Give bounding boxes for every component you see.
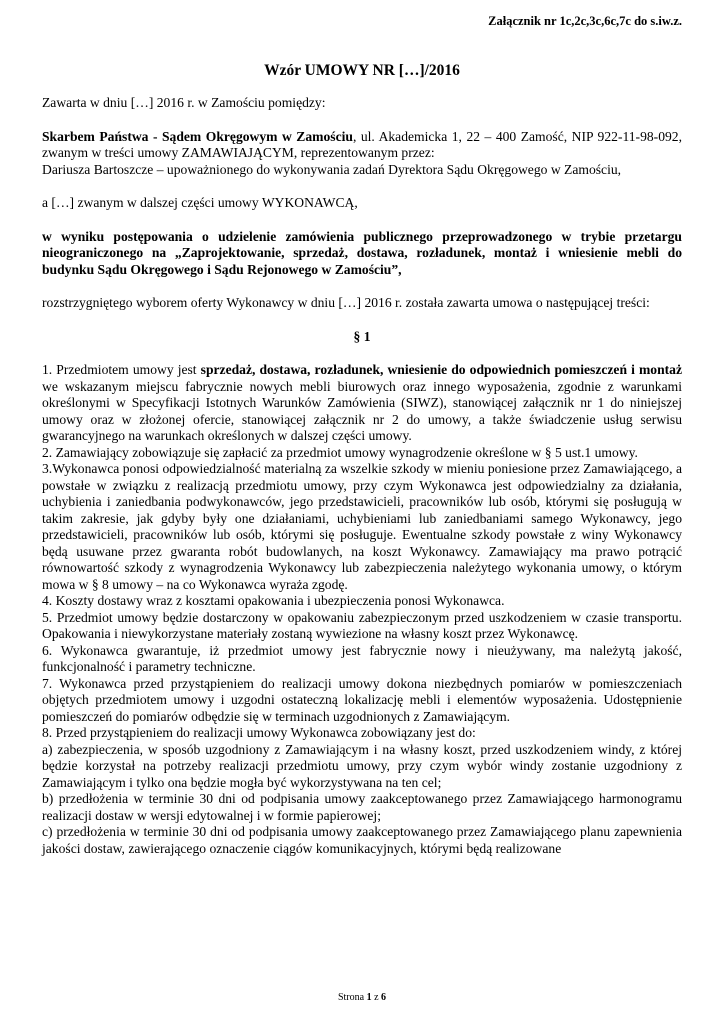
clause-5: 5. Przedmiot umowy będzie dostarczony w opakowaniu zabezpieczonym przed uszkodzeniem w czasie transportu. Opakowania i niewykorzystane materiały zostaną wywiezione na własny koszt przez Wykonawcę. <box>42 609 682 641</box>
clause-6: 6. Wykonawca gwarantuje, iż przedmiot umowy jest fabrycznie nowy i nieużywany, ma należytą jakość, funkcjonalność i parametry techniczne. <box>42 642 682 674</box>
clause-8a: a) zabezpieczenia, w sposób uzgodniony z Zamawiającym i na własny koszt, przed uszkodzeniem windy, z której będzie korzystał na potrzeby realizacji przedmiotu umowy, przy czym wybór windy zostanie uzgodniony z Zamawiającym i tylko ona będzie mogła być wykorzystywana na ten cel; <box>42 741 682 790</box>
clause-1-bold: sprzedaż, dostawa, rozładunek, wniesienie do odpowiednich pomieszczeń i montaż <box>200 362 682 377</box>
clause-8: 8. Przed przystąpieniem do realizacji umowy Wykonawca zobowiązany jest do: <box>42 725 476 740</box>
clause-1 <box>42 362 682 445</box>
clause-4: 4. Koszty dostawy wraz z kosztami opakowania i ubezpieczenia ponosi Wykonawca. <box>42 593 505 608</box>
party1-name: Skarbem Państwa - Sądem Okręgowym w Zamościu <box>42 128 353 144</box>
clause-3: 3.Wykonawca ponosi odpowiedzialność materialną za wszelkie szkody w mieniu poniesione przez Zamawiającego, a powstałe w związku z realizacją przedmiotu umowy, przy czym Wykonawca jest odpowiedzialny za działania, uchybienia i zaniedbania podwykonawców, jego przedstawicieli, pracowników lub osób, którymi się posługują w takim zakresie, jak gdyby były one działaniami, uchybieniami lub zaniedbaniami samego Wykonawcy, jego przedstawicieli, pracowników lub osób, którymi się posługuje. Ewentualne szkody powstałe z winy Wykonawcy będą usuwane przez gwaranta robót budowlanych, na koszt Wykonawcy. Zamawiający ma prawo potrącić równowartość szkody z wynagrodzenia Wykonawcy lub zabezpieczenia należytego wykonania umowy, o którym mowa w § 8 umowy – na co Wykonawca wyraża zgodę. <box>42 461 682 592</box>
clause-8b: b) przedłożenia w terminie 30 dni od podpisania umowy zaakceptowanego przez Zamawiającego harmonogramu realizacji dostaw w wersji edytowalnej i w formie papierowej; <box>42 791 682 823</box>
clause-7: 7. Wykonawca przed przystąpieniem do realizacji umowy dokona niezbędnych pomiarów w pomieszczeniach objętych przedmiotem umowy i uzgodni ostateczną lokalizację mebli i elementów wyposażenia. Udostępnienie pomieszczeń do pomiarów odbędzie się w terminach uzgodnionych z Zamawiającym. <box>42 675 682 724</box>
clause-2: 2. Zamawiający zobowiązuje się zapłacić za przedmiot umowy wynagrodzenie określone w § 5 ust.1 umowy. <box>42 444 638 460</box>
party2-paragraph: a […] zwanym w dalszej części umowy WYKONAWCĄ, <box>42 195 358 210</box>
procedure-paragraph: w wyniku postępowania o udzielenie zamówienia publicznego przeprowadzonego w trybie przetargu nieograniczonego na „Zaprojektowanie, sprzedaż, dostawa, rozładunek, montaż i wniesienie mebli do budynku Sądu Okręgowego i Sądu Rejonowego w Zamościu”, <box>42 228 682 277</box>
resolution-paragraph: rozstrzygniętego wyborem oferty Wykonawcy w dniu […] 2016 r. została zawarta umowa o następującej treści: <box>42 295 650 310</box>
footer-total-pages: 6 <box>381 992 387 1003</box>
page-footer <box>0 992 724 1003</box>
intro-line: Zawarta w dniu […] 2016 r. w Zamościu pomiędzy: <box>42 95 326 110</box>
clause-8c: c) przedłożenia w terminie 30 dni od podpisania umowy zaakceptowanego przez Zamawiającego planu zapewnienia jakości dostaw, zawierającego oznaczenie ciągów komunikacyjnych, którymi będą realizowane <box>42 824 682 856</box>
party1-details: , ul. Akademicka 1, 22 – 400 Zamość, NIP 922-11-98-092, zwanym w treści umowy ZAMAWIAJĄCYM, reprezentowanym przez: <box>42 128 682 160</box>
footer-separator: z <box>371 992 382 1003</box>
footer-current-page: 1 <box>366 992 372 1003</box>
contract-body <box>42 95 682 857</box>
party1-representative: Dariusza Bartoszcze – upoważnionego do wykonywania zadań Dyrektora Sądu Okręgowego w Zamościu, <box>42 161 622 177</box>
party1-paragraph <box>42 129 682 162</box>
page-title: Wzór UMOWY NR […]/2016 <box>264 62 460 79</box>
attachment-label: Załącznik nr 1c,2c,3c,6c,7c do s.iw.z. <box>488 14 682 28</box>
clause-1-start: 1. Przedmiotem umowy jest <box>42 362 201 377</box>
clause-1-end: we wskazanym miejscu fabrycznie nowych mebli biurowych oraz innego wyposażenia, zgodnie z warunkami określonymi w Specyfikacji Istotnych Warunków Zamówienia (SIWZ), stanowiącej załącznik nr 1 do niniejszej umowy oraz w złożonej ofercie, stanowiącej załącznik nr 2 do umowy, a także świadczenie usług serwisu gwarancyjnego na warunkach określonych w dalszej części umowy. <box>42 378 682 443</box>
footer-prefix: Strona <box>337 992 367 1003</box>
section-heading: § 1 <box>353 328 371 344</box>
